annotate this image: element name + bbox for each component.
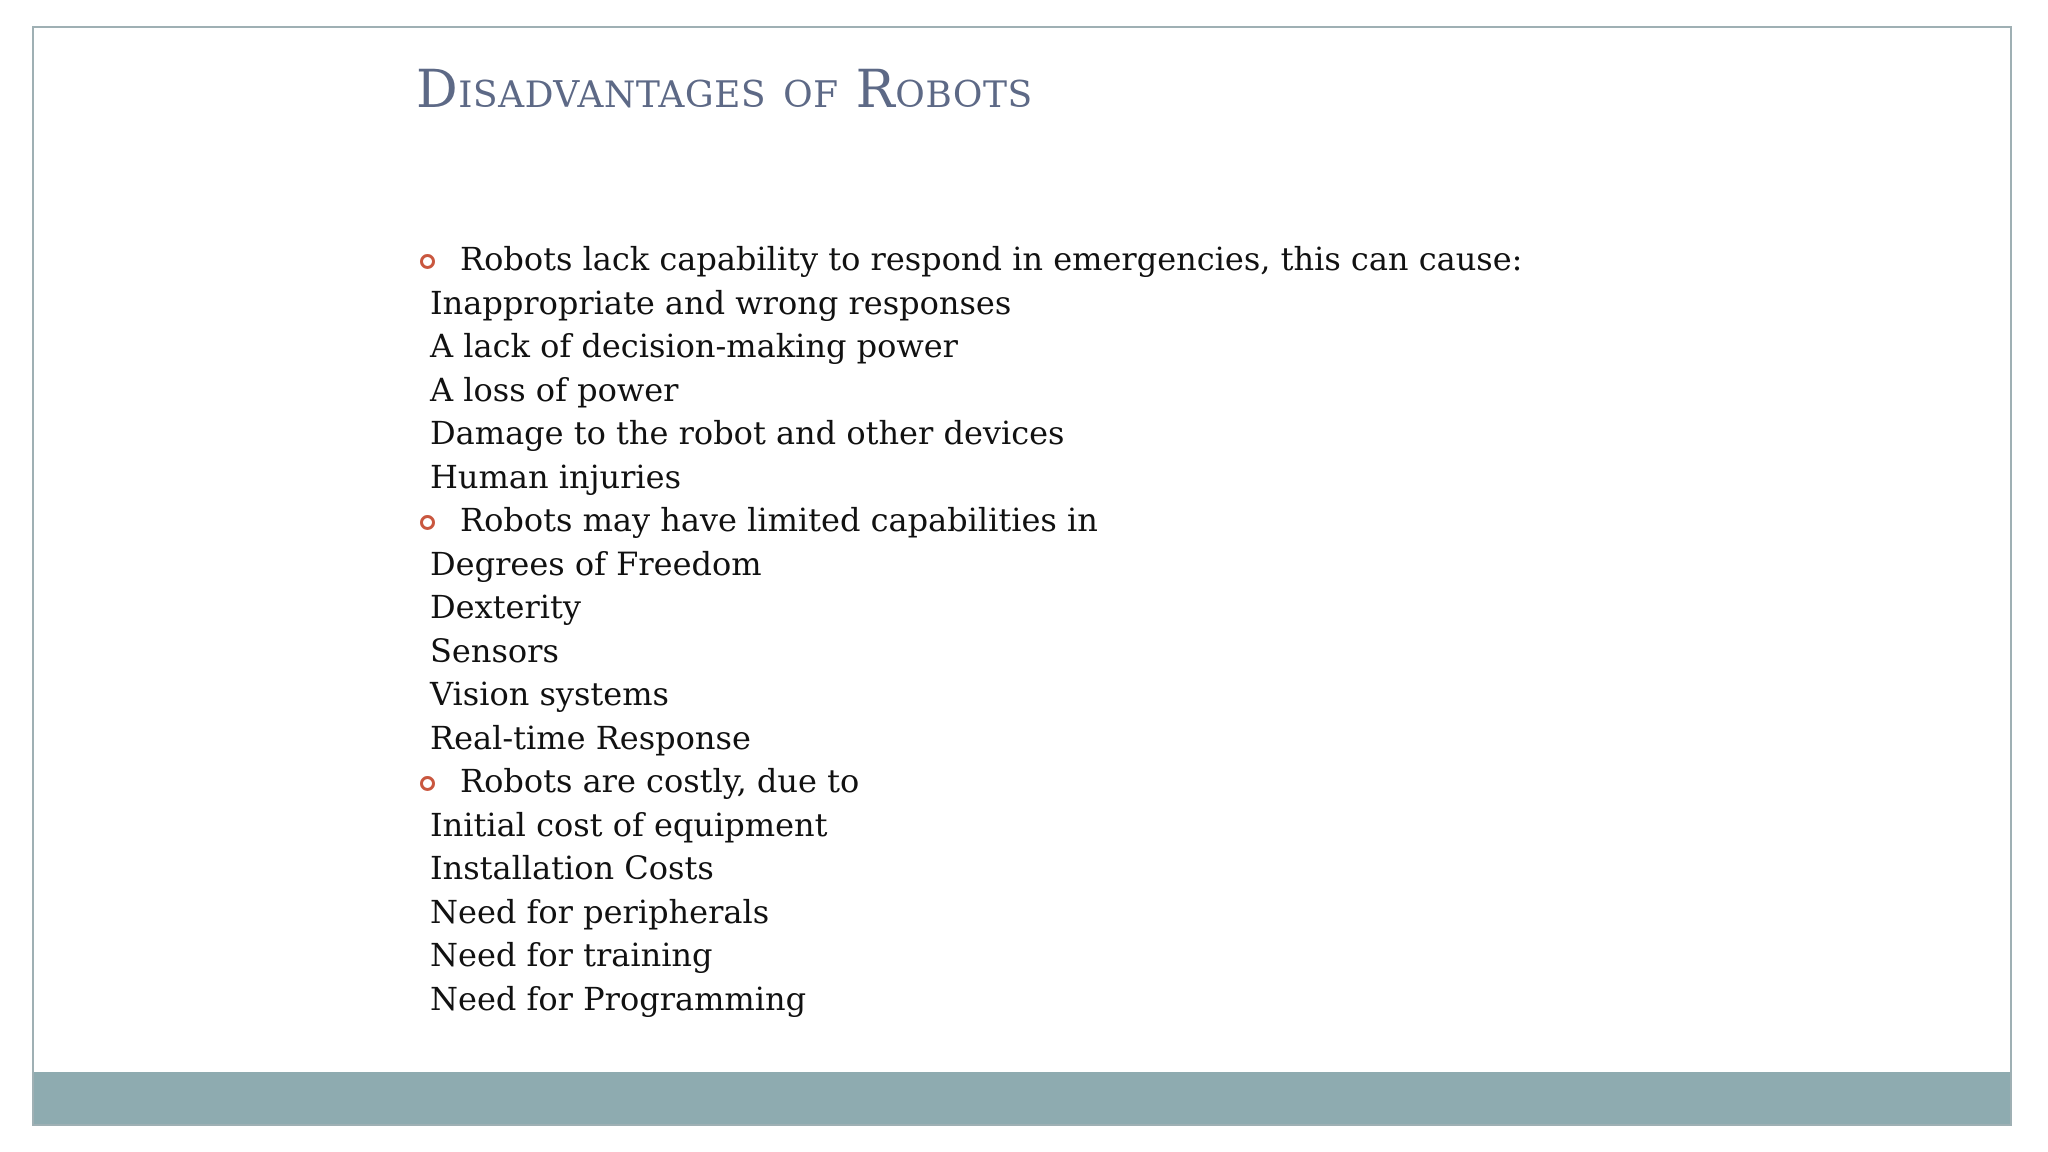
sub-item: Need for peripherals <box>430 892 770 931</box>
sub-item: Need for training <box>430 936 713 974</box>
sub-item: A lack of decision-making power <box>430 327 958 365</box>
bullet-group-costs <box>416 760 1936 1021</box>
circle-bullet-icon <box>420 254 435 269</box>
bullet-item <box>416 499 1936 543</box>
bullet-text: Robots lack capability to respond in emergencies, this can cause: <box>460 240 1523 278</box>
bullet-item <box>416 760 1936 804</box>
sub-item: Damage to the robot and other devices <box>430 414 1065 452</box>
sub-item: Installation Costs <box>430 849 714 887</box>
slide-title: Disadvantages of Robots <box>416 60 1033 120</box>
bullet-text: Robots may have limited capabilities in <box>460 501 1098 539</box>
bullet-group-limited-capabilities <box>416 499 1936 760</box>
sub-item: Need for Programming <box>430 979 807 1018</box>
sub-item: Vision systems <box>430 675 669 713</box>
footer-band <box>34 1072 2010 1124</box>
sub-item: Initial cost of equipment <box>430 805 828 844</box>
sub-item: Degrees of Freedom <box>430 544 762 583</box>
sub-item: Inappropriate and wrong responses <box>430 283 1012 322</box>
sub-item: Dexterity <box>430 588 581 626</box>
bullet-group-emergencies <box>416 238 1936 499</box>
sub-item: Real-time Response <box>430 718 751 757</box>
slide <box>32 26 2012 1126</box>
sub-item: Sensors <box>430 631 559 670</box>
bullet-list <box>416 238 1936 1021</box>
circle-bullet-icon <box>420 776 435 791</box>
circle-bullet-icon <box>420 515 435 530</box>
bullet-item <box>416 238 1936 282</box>
sub-item: Human injuries <box>430 457 681 496</box>
bullet-text: Robots are costly, due to <box>460 762 860 800</box>
sub-item: A loss of power <box>430 370 679 409</box>
